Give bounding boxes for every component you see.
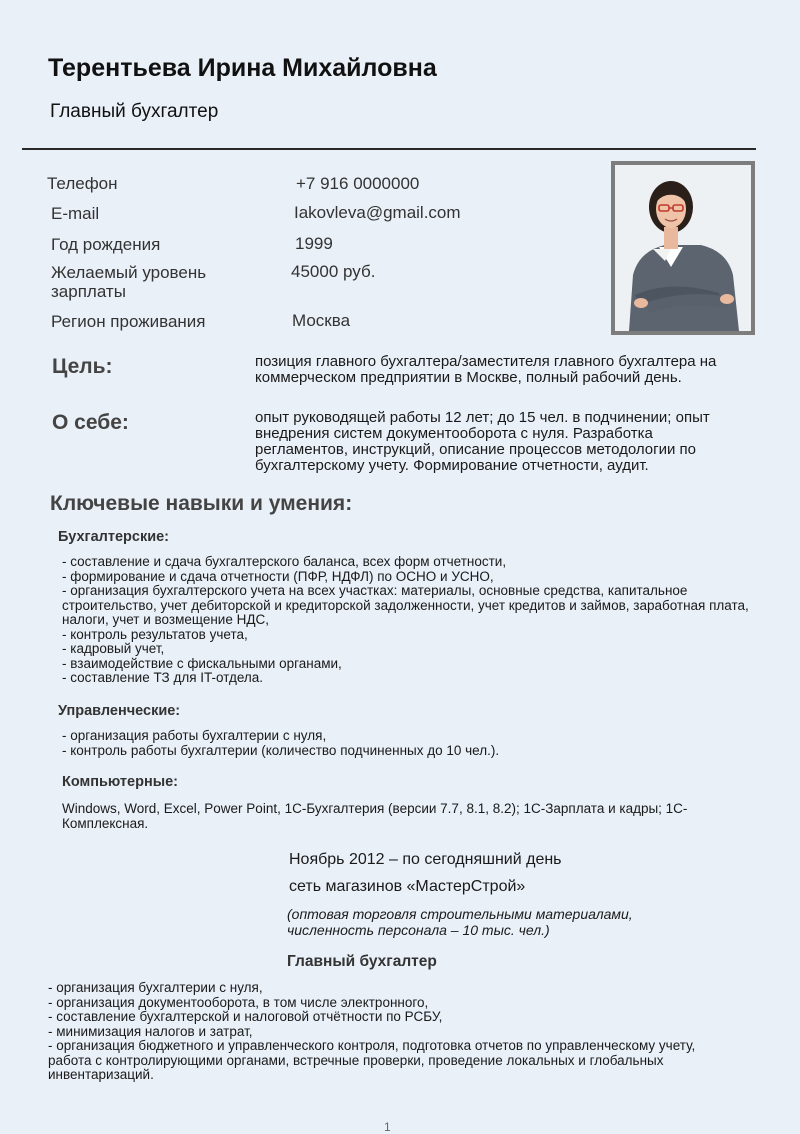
header-divider [22, 148, 756, 150]
experience-company-description: (оптовая торговля строительными материалами, численность персонала – 10 тыс. чел.) [287, 906, 633, 938]
computer-skills-text: Windows, Word, Excel, Power Point, 1С-Бухгалтерия (версии 7.7, 8.1, 8.2); 1С-Зарплата и кадры; 1С-Комплексная. [62, 801, 688, 831]
list-item: - формирование и сдача отчетности (ПФР, НДФЛ) по ОСНО и УСНО, [62, 568, 494, 584]
contact-label-salary: Желаемый уровень зарплаты [51, 263, 207, 301]
contact-value-region: Москва [292, 311, 351, 330]
about-heading: О себе: [52, 411, 129, 434]
list-item: - составление бухгалтерской и налоговой отчётности по РСБУ, [48, 1009, 443, 1024]
contact-label-email: E-mail [51, 204, 100, 223]
candidate-photo [611, 161, 755, 335]
skills-heading: Ключевые навыки и умения: [50, 492, 353, 515]
portrait-image [615, 165, 751, 331]
accounting-skills-title: Бухгалтерские: [58, 529, 170, 545]
list-item: - кадровый учет, [62, 641, 165, 656]
contact-value-salary: 45000 руб. [291, 262, 376, 281]
list-item: - организация работы бухгалтерии с нуля, [62, 728, 327, 743]
goal-heading: Цель: [52, 355, 113, 378]
list-item: - контроль работы бухгалтерии (количество подчиненных до 10 чел.). [62, 742, 500, 758]
experience-duties-list [48, 981, 728, 1083]
management-skills-list [62, 729, 742, 758]
management-skills-title: Управленческие: [58, 703, 181, 719]
goal-text: позиция главного бухгалтера/заместителя главного бухгалтера на коммерческом предприятии в Москве, полный рабочий день. [255, 353, 717, 386]
experience-company: сеть магазинов «МастерСтрой» [289, 878, 526, 895]
contact-value-phone: +7 916 0000000 [296, 174, 420, 193]
contact-label-birth-year: Год рождения [51, 235, 161, 254]
list-item: - организация бухгалтерского учета на всех участках: материалы, основные средства, капитальное строительство, учет дебиторской и кредиторской задолженности, учет кредитов и займов, заработная плата, налоги, учет и возмещение НДС, [62, 583, 749, 627]
contact-value-birth-year: 1999 [295, 234, 333, 253]
computer-skills-title: Компьютерные: [62, 774, 178, 790]
list-item: - контроль результатов учета, [62, 626, 248, 642]
candidate-name: Терентьева Ирина Михайловна [48, 54, 437, 82]
list-item: - организация документооборота, в том числе электронного, [48, 994, 429, 1010]
list-item: - взаимодействие с фискальными органами, [62, 655, 342, 671]
list-item: - организация бухгалтерии с нуля, [48, 980, 263, 995]
list-item: - составление и сдача бухгалтерского баланса, всех форм отчетности, [62, 554, 507, 569]
contact-value-email: Iakovleva@gmail.com [294, 203, 461, 222]
experience-role: Главный бухгалтер [287, 953, 437, 970]
list-item: - составление ТЗ для IT-отдела. [62, 670, 264, 685]
about-text: опыт руководящей работы 12 лет; до 15 чел. в подчинении; опыт внедрения систем документооборота с нуля. Разработка регламентов, инструкций, описание процессов методологии по бухгалтерскому учету. Формирование отчетности, аудит. [255, 409, 710, 474]
list-item: - минимизация налогов и затрат, [48, 1023, 253, 1039]
candidate-position: Главный бухгалтер [50, 101, 219, 122]
contact-label-phone: Телефон [47, 174, 118, 193]
contact-label-region: Регион проживания [51, 312, 206, 331]
experience-period: Ноябрь 2012 – по сегодняшний день [289, 851, 562, 868]
page-number: 1 [384, 1120, 391, 1134]
list-item: - организация бюджетного и управленческого контроля, подготовка отчетов по управленческому учету, работа с контролирующими органами, встречные проверки, проведение локальных и глобальных инвентаризаций. [48, 1038, 696, 1082]
accounting-skills-list [62, 555, 767, 686]
